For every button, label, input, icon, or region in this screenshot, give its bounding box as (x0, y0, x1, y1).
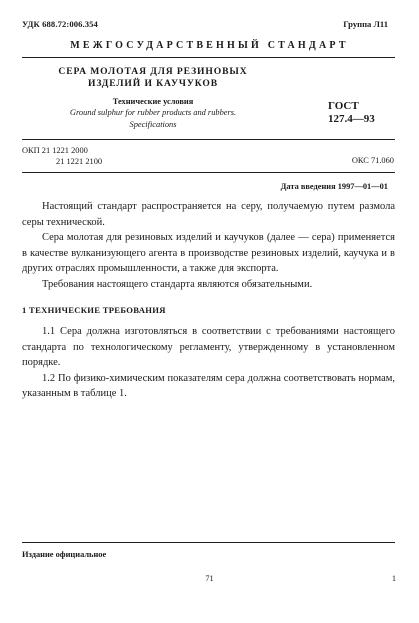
gost-label: ГОСТ (328, 100, 359, 112)
title-divider (22, 139, 395, 140)
section-heading: 1 ТЕХНИЧЕСКИЕ ТРЕБОВАНИЯ (22, 305, 166, 315)
section-paragraph-2: 1.2 По физико-химическим показателям сера должна соответствовать нормам, указанным в таблице 1. (22, 372, 395, 399)
section-text (22, 324, 395, 402)
intro-paragraph-1: Настоящий стандарт распространяется на серу, получаемую путем размола серы технической. (22, 201, 395, 228)
intro-paragraph-3: Требования настоящего стандарта являются обязательными. (42, 278, 313, 290)
subtitle: Технические условия (112, 97, 194, 106)
gost-designation (328, 100, 398, 126)
okp-code-2: 21 1221 2100 (56, 157, 103, 166)
title-line-2: ИЗДЕЛИЙ И КАУЧУКОВ (87, 78, 219, 89)
codes-divider (22, 172, 395, 173)
footer-divider (22, 542, 395, 543)
intro-text (22, 199, 395, 292)
english-title-line-1: Ground sulphur for rubber products and rubbers. (69, 108, 237, 117)
date-of-introduction: Дата введения 1997—01—01 (280, 182, 388, 191)
section-paragraph-1: 1.1 Сера должна изготовляться в соответствии с требованиями настоящего стандарта по технологическому регламенту, утвержденному в установленном порядке. (22, 326, 395, 368)
title-line-1: СЕРА МОЛОТАЯ ДЛЯ РЕЗИНОВЫХ (58, 66, 248, 77)
okp-code-1: ОКП 21 1221 2000 (22, 146, 88, 155)
gost-number: 127.4—93 (328, 113, 375, 125)
header-divider (22, 57, 395, 58)
oks-code: ОКС 71.060 (351, 156, 394, 165)
page-mark: 1 (391, 574, 396, 583)
intro-paragraph-2: Сера молотая для резиновых изделий и каучуков (далее — сера) применяется в качестве вулканизующего агента в производстве резиновых изделий, каучука и в других отраслях промышленности, а также для экспорта. (22, 232, 395, 274)
udk-code: УДК 688.72:006.354 (22, 19, 98, 29)
official-edition-label: Издание официальное (22, 550, 107, 559)
page-number: 71 (205, 574, 214, 583)
title-block (48, 66, 258, 131)
english-title-line-2: Specifications (129, 120, 177, 129)
group-code: Группа Л11 (343, 19, 388, 29)
interstate-standard-heading: МЕЖГОСУДАРСТВЕННЫЙ СТАНДАРТ (70, 40, 349, 51)
